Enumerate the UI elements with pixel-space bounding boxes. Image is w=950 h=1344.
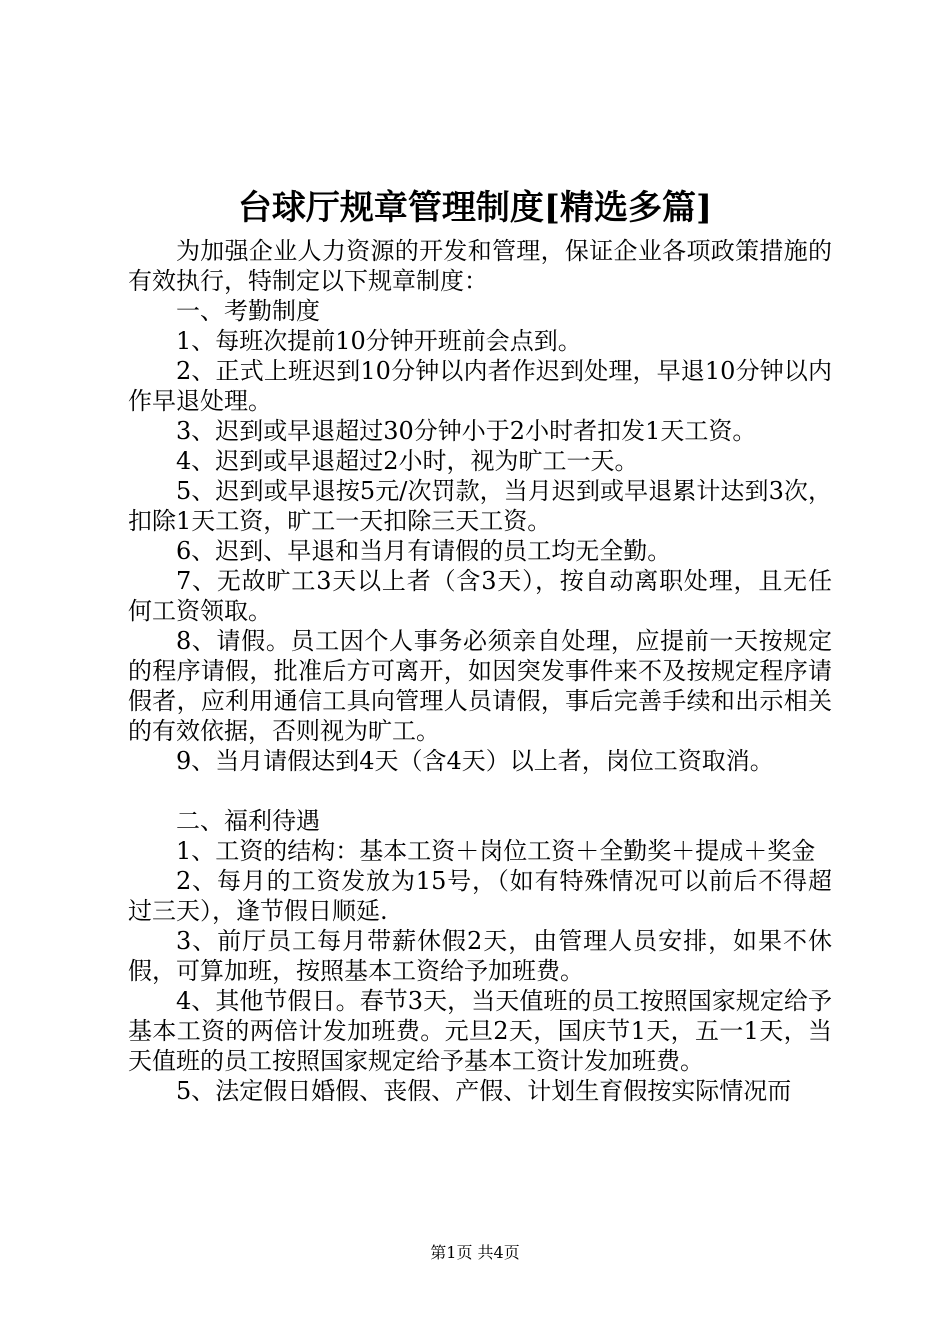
section-heading-attendance: 一、考勤制度 (176, 297, 320, 325)
attendance-item-9: 9、当月请假达到4天（含4天）以上者，岗位工资取消。 (176, 747, 774, 775)
attendance-item-3: 3、迟到或早退超过30分钟小于2小时者扣发1天工资。 (176, 417, 757, 445)
benefits-item-3: 3、前厅员工每月带薪休假2天，由管理人员安排，如果不休假，可算加班，按照基本工资给予加班费。 (128, 927, 832, 985)
benefits-item-5: 5、法定假日婚假、丧假、产假、计划生育假按实际情况而 (176, 1077, 792, 1105)
benefits-item-2: 2、每月的工资发放为15号，（如有特殊情况可以前后不得超过三天），逢节假日顺延. (128, 867, 832, 925)
section-spacer (128, 776, 832, 806)
benefits-item-4: 4、其他节假日。春节3天，当天值班的员工按照国家规定给予基本工资的两倍计发加班费。元旦2天，国庆节1天，五一1天，当天值班的员工按照国家规定给予基本工资计发加班费。 (128, 987, 832, 1075)
attendance-item-1: 1、每班次提前10分钟开班前会点到。 (176, 327, 582, 355)
document-title: 台球厅规章管理制度[精选多篇] (237, 188, 713, 228)
attendance-item-8: 8、请假。员工因个人事务必须亲自处理，应提前一天按规定的程序请假，批准后方可离开，如因突发事件来不及按规定程序请假者，应利用通信工具向管理人员请假，事后完善手续和出示相关的有效依据，否则视为旷工。 (128, 627, 832, 745)
page-footer: 第1页 共4页 (430, 1243, 520, 1262)
attendance-item-4: 4、迟到或早退超过2小时，视为旷工一天。 (176, 447, 639, 475)
attendance-item-2: 2、正式上班迟到10分钟以内者作迟到处理，早退10分钟以内作早退处理。 (128, 357, 832, 415)
intro-paragraph: 为加强企业人力资源的开发和管理，保证企业各项政策措施的有效执行，特制定以下规章制度： (128, 237, 832, 295)
document-body (128, 236, 832, 1106)
attendance-item-7: 7、无故旷工3天以上者（含3天），按自动离职处理，且无任何工资领取。 (128, 567, 832, 625)
attendance-item-5: 5、迟到或早退按5元/次罚款，当月迟到或早退累计达到3次，扣除1天工资，旷工一天扣除三天工资。 (128, 477, 832, 535)
attendance-item-6: 6、迟到、早退和当月有请假的员工均无全勤。 (176, 537, 672, 565)
benefits-item-1: 1、工资的结构：基本工资＋岗位工资＋全勤奖＋提成＋奖金 (176, 837, 816, 865)
section-heading-benefits: 二、福利待遇 (176, 807, 320, 835)
